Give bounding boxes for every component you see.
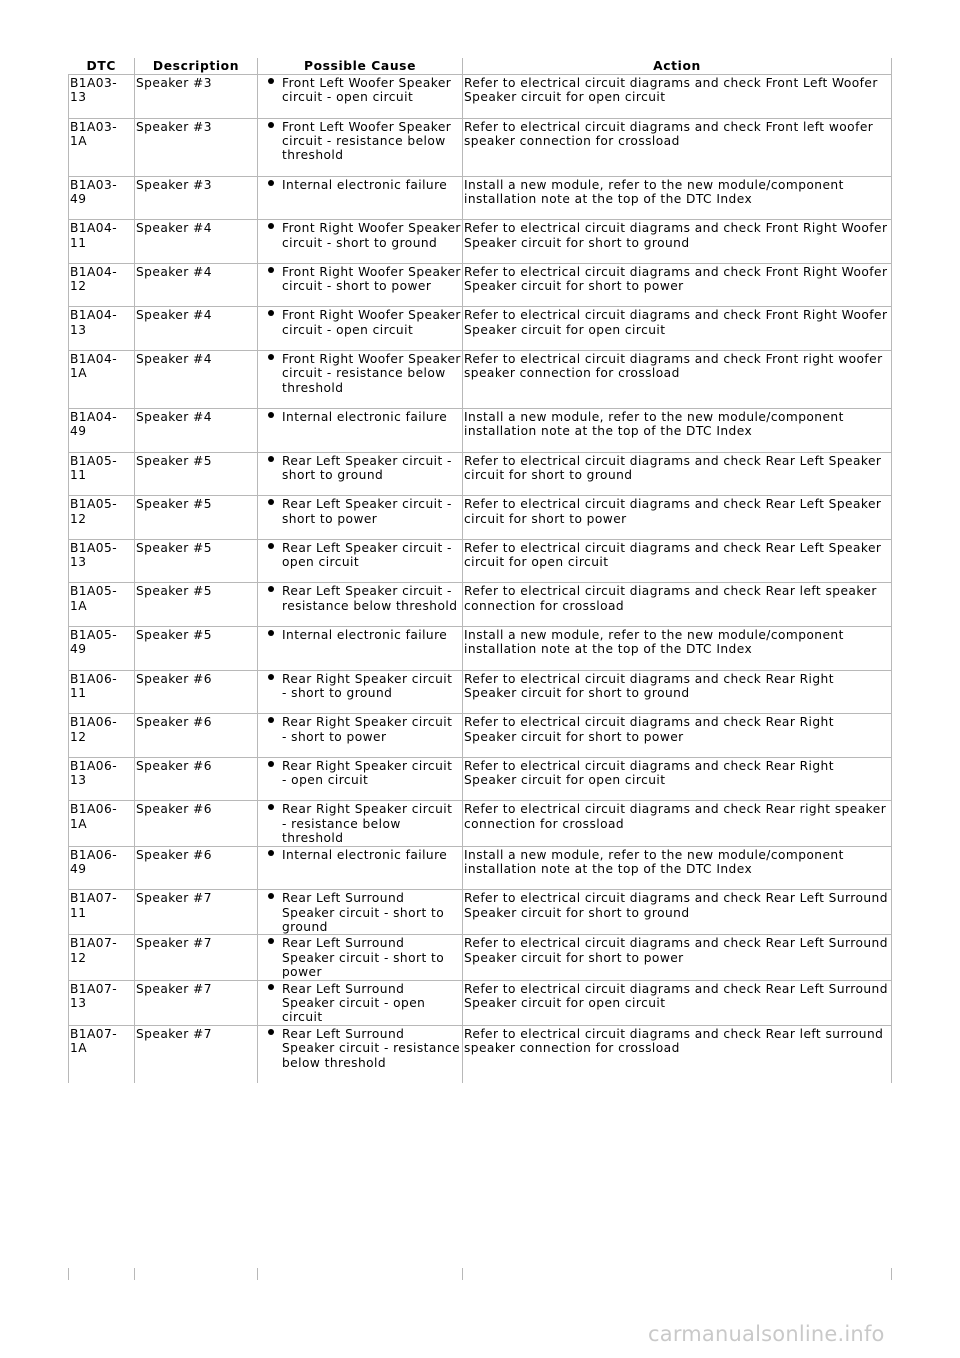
table-row: [69, 539, 892, 583]
dtc-code: B1A07-12: [70, 936, 118, 965]
description-cell: [135, 757, 258, 801]
table-row: [69, 935, 892, 980]
bullet-icon: [268, 180, 274, 186]
dtc-cell: [69, 846, 135, 890]
bullet-icon: [268, 984, 274, 990]
dtc-code: B1A07-11: [70, 891, 118, 920]
tail-divider: [462, 1268, 463, 1280]
description-text: Speaker #5: [136, 453, 212, 468]
description-text: Speaker #7: [136, 1026, 212, 1041]
bullet-icon: [268, 456, 274, 462]
cause-cell: [258, 846, 463, 890]
action-text: Refer to electrical circuit diagrams and check Front left woofer speaker connection for crossload: [464, 119, 874, 148]
table-row: [69, 176, 892, 220]
cause-cell: [258, 714, 463, 758]
dtc-cell: [69, 220, 135, 264]
cause-text: Front Right Woofer Speaker circuit - short to power: [282, 264, 461, 294]
cause-cell: [258, 583, 463, 627]
dtc-code: B1A06-1A: [70, 802, 118, 831]
dtc-code: B1A03-49: [70, 177, 118, 206]
cause-cell: [258, 263, 463, 307]
action-cell: [463, 757, 892, 801]
table-row: [69, 408, 892, 452]
cause-text: Rear Left Surround Speaker circuit - resistance below threshold: [282, 1026, 461, 1070]
action-cell: [463, 176, 892, 220]
description-text: Speaker #4: [136, 221, 212, 236]
cause-text: Internal electronic failure: [282, 627, 448, 642]
action-text: Refer to electrical circuit diagrams and check Front Right Woofer Speaker circuit for open circuit: [464, 308, 888, 337]
action-text: Install a new module, refer to the new module/component installation note at the top of the DTC Index: [464, 409, 844, 439]
dtc-cell: [69, 1025, 135, 1083]
table-header-row: [69, 58, 892, 75]
dtc-code: B1A04-13: [70, 308, 118, 337]
description-text: Speaker #7: [136, 936, 212, 951]
action-text: Refer to electrical circuit diagrams and check Rear Left Speaker circuit for open circuit: [464, 540, 882, 570]
cause-text: Internal electronic failure: [282, 847, 448, 862]
cause-cell: [258, 496, 463, 540]
dtc-cell: [69, 75, 135, 119]
cause-text: Rear Left Surround Speaker circuit - short to ground: [282, 891, 445, 934]
description-cell: [135, 350, 258, 408]
action-text: Refer to electrical circuit diagrams and check Rear left speaker connection for crossload: [464, 584, 877, 613]
dtc-cell: [69, 176, 135, 220]
dtc-table: [68, 58, 892, 1083]
action-cell: [463, 935, 892, 980]
action-text: Refer to electrical circuit diagrams and check Rear Right Speaker circuit for short to ground: [464, 671, 834, 700]
dtc-code: B1A05-12: [70, 497, 118, 526]
description-cell: [135, 176, 258, 220]
dtc-code: B1A04-11: [70, 221, 118, 250]
dtc-code: B1A04-49: [70, 409, 118, 439]
cause-cell: [258, 350, 463, 408]
action-cell: [463, 626, 892, 670]
table-row: [69, 583, 892, 627]
table-row: [69, 714, 892, 758]
cause-text: Rear Left Speaker circuit - open circuit: [282, 540, 452, 570]
description-cell: [135, 980, 258, 1025]
bullet-icon: [268, 850, 274, 856]
cause-cell: [258, 539, 463, 583]
bullet-icon: [268, 717, 274, 723]
description-text: Speaker #3: [136, 76, 212, 90]
bullet-icon: [268, 938, 274, 944]
cause-cell: [258, 890, 463, 935]
bullet-icon: [268, 122, 274, 128]
description-cell: [135, 408, 258, 452]
bullet-icon: [268, 310, 274, 316]
dtc-cell: [69, 583, 135, 627]
table-row: [69, 75, 892, 119]
description-cell: [135, 118, 258, 176]
description-cell: [135, 1025, 258, 1083]
action-text: Refer to electrical circuit diagrams and check Rear Right Speaker circuit for short to power: [464, 715, 834, 744]
bullet-icon: [268, 804, 274, 810]
cause-cell: [258, 118, 463, 176]
table-row: [69, 496, 892, 540]
header-possible-cause: Possible Cause: [258, 58, 463, 75]
bullet-icon: [268, 893, 274, 899]
action-text: Refer to electrical circuit diagrams and check Rear left surround speaker connection for crossload: [464, 1026, 884, 1056]
cause-text: Rear Left Speaker circuit - resistance below threshold: [282, 584, 458, 613]
bullet-icon: [268, 761, 274, 767]
dtc-cell: [69, 935, 135, 980]
bullet-icon: [268, 674, 274, 680]
dtc-cell: [69, 890, 135, 935]
dtc-code: B1A05-1A: [70, 584, 118, 613]
cause-text: Front Right Woofer Speaker circuit - short to ground: [282, 221, 461, 250]
header-dtc: DTC: [69, 58, 135, 75]
action-cell: [463, 890, 892, 935]
action-text: Refer to electrical circuit diagrams and check Front right woofer speaker connection for crossload: [464, 351, 883, 381]
cause-text: Rear Left Surround Speaker circuit - open circuit: [282, 981, 426, 1025]
bullet-icon: [268, 223, 274, 229]
cause-cell: [258, 757, 463, 801]
table-row: [69, 801, 892, 846]
description-text: Speaker #5: [136, 540, 212, 555]
bullet-icon: [268, 630, 274, 636]
description-text: Speaker #6: [136, 758, 212, 773]
bullet-icon: [268, 412, 274, 418]
action-cell: [463, 846, 892, 890]
cause-cell: [258, 980, 463, 1025]
cause-cell: [258, 176, 463, 220]
action-cell: [463, 801, 892, 846]
action-text: Refer to electrical circuit diagrams and check Rear right speaker connection for crossload: [464, 802, 887, 831]
table-row: [69, 670, 892, 714]
cause-text: Front Left Woofer Speaker circuit - open circuit: [282, 76, 452, 105]
cause-text: Rear Right Speaker circuit - open circuit: [282, 758, 453, 788]
table-row: [69, 1025, 892, 1083]
dtc-code: B1A05-13: [70, 540, 118, 570]
description-cell: [135, 583, 258, 627]
dtc-cell: [69, 118, 135, 176]
description-text: Speaker #4: [136, 264, 212, 279]
dtc-cell: [69, 801, 135, 846]
description-cell: [135, 263, 258, 307]
description-text: Speaker #3: [136, 177, 212, 192]
cause-cell: [258, 307, 463, 351]
description-text: Speaker #6: [136, 802, 212, 817]
cause-text: Rear Right Speaker circuit - short to power: [282, 715, 453, 744]
dtc-code: B1A05-11: [70, 453, 118, 482]
description-text: Speaker #6: [136, 671, 212, 686]
dtc-code: B1A03-1A: [70, 119, 118, 148]
action-cell: [463, 118, 892, 176]
action-cell: [463, 539, 892, 583]
dtc-code: B1A05-49: [70, 627, 118, 657]
action-cell: [463, 75, 892, 119]
cause-text: Front Right Woofer Speaker circuit - open circuit: [282, 308, 461, 337]
description-cell: [135, 496, 258, 540]
cause-text: Internal electronic failure: [282, 409, 448, 424]
action-cell: [463, 496, 892, 540]
action-text: Refer to electrical circuit diagrams and check Front Right Woofer Speaker circuit for short to power: [464, 264, 888, 294]
header-action: Action: [463, 58, 892, 75]
action-text: Install a new module, refer to the new module/component installation note at the top of the DTC Index: [464, 847, 844, 876]
table-row: [69, 452, 892, 496]
description-cell: [135, 935, 258, 980]
dtc-cell: [69, 452, 135, 496]
table-row: [69, 980, 892, 1025]
action-cell: [463, 220, 892, 264]
cause-text: Rear Left Speaker circuit - short to ground: [282, 453, 452, 482]
dtc-cell: [69, 626, 135, 670]
bullet-icon: [268, 1029, 274, 1035]
cause-cell: [258, 452, 463, 496]
description-cell: [135, 714, 258, 758]
bullet-icon: [268, 267, 274, 273]
description-cell: [135, 626, 258, 670]
cause-text: Rear Left Surround Speaker circuit - short to power: [282, 936, 445, 980]
description-cell: [135, 846, 258, 890]
description-text: Speaker #5: [136, 497, 212, 512]
description-text: Speaker #5: [136, 627, 212, 642]
dtc-code: B1A06-11: [70, 671, 118, 700]
tail-divider: [257, 1268, 258, 1280]
dtc-code: B1A07-1A: [70, 1026, 118, 1056]
action-text: Install a new module, refer to the new module/component installation note at the top of the DTC Index: [464, 627, 844, 657]
action-text: Refer to electrical circuit diagrams and check Rear Left Surround Speaker circuit for short to power: [464, 936, 888, 965]
dtc-cell: [69, 350, 135, 408]
dtc-code: B1A04-1A: [70, 351, 118, 381]
table-row: [69, 350, 892, 408]
description-text: Speaker #5: [136, 584, 212, 599]
dtc-cell: [69, 263, 135, 307]
action-text: Refer to electrical circuit diagrams and check Front Right Woofer Speaker circuit for short to ground: [464, 221, 888, 250]
cause-cell: [258, 75, 463, 119]
dtc-code: B1A06-13: [70, 758, 118, 788]
dtc-cell: [69, 408, 135, 452]
dtc-code: B1A07-13: [70, 981, 118, 1010]
description-cell: [135, 539, 258, 583]
action-text: Refer to electrical circuit diagrams and check Rear Left Surround Speaker circuit for short to ground: [464, 891, 888, 920]
dtc-cell: [69, 307, 135, 351]
dtc-cell: [69, 757, 135, 801]
bullet-icon: [268, 354, 274, 360]
description-text: Speaker #4: [136, 409, 212, 424]
description-text: Speaker #6: [136, 715, 212, 730]
description-cell: [135, 452, 258, 496]
cause-text: Front Right Woofer Speaker circuit - resistance below threshold: [282, 351, 461, 395]
bullet-icon: [268, 499, 274, 505]
dtc-cell: [69, 496, 135, 540]
table-row: [69, 757, 892, 801]
description-cell: [135, 75, 258, 119]
action-cell: [463, 980, 892, 1025]
cause-cell: [258, 220, 463, 264]
table-row: [69, 890, 892, 935]
table-row: [69, 307, 892, 351]
cause-text: Rear Right Speaker circuit - resistance below threshold: [282, 802, 453, 846]
cause-cell: [258, 935, 463, 980]
dtc-cell: [69, 714, 135, 758]
action-cell: [463, 263, 892, 307]
description-cell: [135, 220, 258, 264]
cause-cell: [258, 670, 463, 714]
description-cell: [135, 307, 258, 351]
action-cell: [463, 307, 892, 351]
cause-text: Rear Left Speaker circuit - short to power: [282, 497, 452, 526]
cause-text: Front Left Woofer Speaker circuit - resistance below threshold: [282, 119, 452, 163]
description-text: Speaker #4: [136, 308, 212, 323]
action-cell: [463, 583, 892, 627]
table-row: [69, 118, 892, 176]
action-text: Install a new module, refer to the new module/component installation note at the top of the DTC Index: [464, 177, 844, 206]
table-row: [69, 220, 892, 264]
bullet-icon: [268, 543, 274, 549]
dtc-code: B1A03-13: [70, 76, 118, 105]
action-text: Refer to electrical circuit diagrams and check Front Left Woofer Speaker circuit for open circuit: [464, 76, 878, 105]
cause-cell: [258, 1025, 463, 1083]
description-cell: [135, 801, 258, 846]
action-cell: [463, 714, 892, 758]
table-row: [69, 263, 892, 307]
cause-cell: [258, 626, 463, 670]
action-text: Refer to electrical circuit diagrams and check Rear Left Speaker circuit for short to power: [464, 497, 882, 526]
description-text: Speaker #7: [136, 981, 212, 996]
description-cell: [135, 890, 258, 935]
action-cell: [463, 1025, 892, 1083]
dtc-code: B1A06-12: [70, 715, 118, 744]
header-description: Description: [135, 58, 258, 75]
action-cell: [463, 670, 892, 714]
description-text: Speaker #7: [136, 891, 212, 906]
cause-cell: [258, 408, 463, 452]
action-cell: [463, 452, 892, 496]
action-text: Refer to electrical circuit diagrams and check Rear Left Surround Speaker circuit for open circuit: [464, 981, 888, 1010]
action-text: Refer to electrical circuit diagrams and check Rear Right Speaker circuit for open circuit: [464, 758, 834, 788]
description-text: Speaker #6: [136, 847, 212, 862]
dtc-code: B1A04-12: [70, 264, 118, 294]
action-cell: [463, 350, 892, 408]
description-text: Speaker #3: [136, 119, 212, 134]
watermark: carmanualsonline.info: [648, 1322, 885, 1346]
table-body: [69, 75, 892, 1084]
bullet-icon: [268, 78, 274, 84]
bullet-icon: [268, 586, 274, 592]
dtc-cell: [69, 980, 135, 1025]
description-text: Speaker #4: [136, 351, 212, 366]
table-row: [69, 626, 892, 670]
description-cell: [135, 670, 258, 714]
cause-text: Internal electronic failure: [282, 177, 448, 192]
dtc-cell: [69, 670, 135, 714]
dtc-cell: [69, 539, 135, 583]
dtc-code: B1A06-49: [70, 847, 118, 876]
cause-text: Rear Right Speaker circuit - short to ground: [282, 671, 453, 700]
action-text: Refer to electrical circuit diagrams and check Rear Left Speaker circuit for short to ground: [464, 453, 882, 482]
table-tail: [68, 1268, 892, 1280]
cause-cell: [258, 801, 463, 846]
tail-divider: [134, 1268, 135, 1280]
action-cell: [463, 408, 892, 452]
table-row: [69, 846, 892, 890]
